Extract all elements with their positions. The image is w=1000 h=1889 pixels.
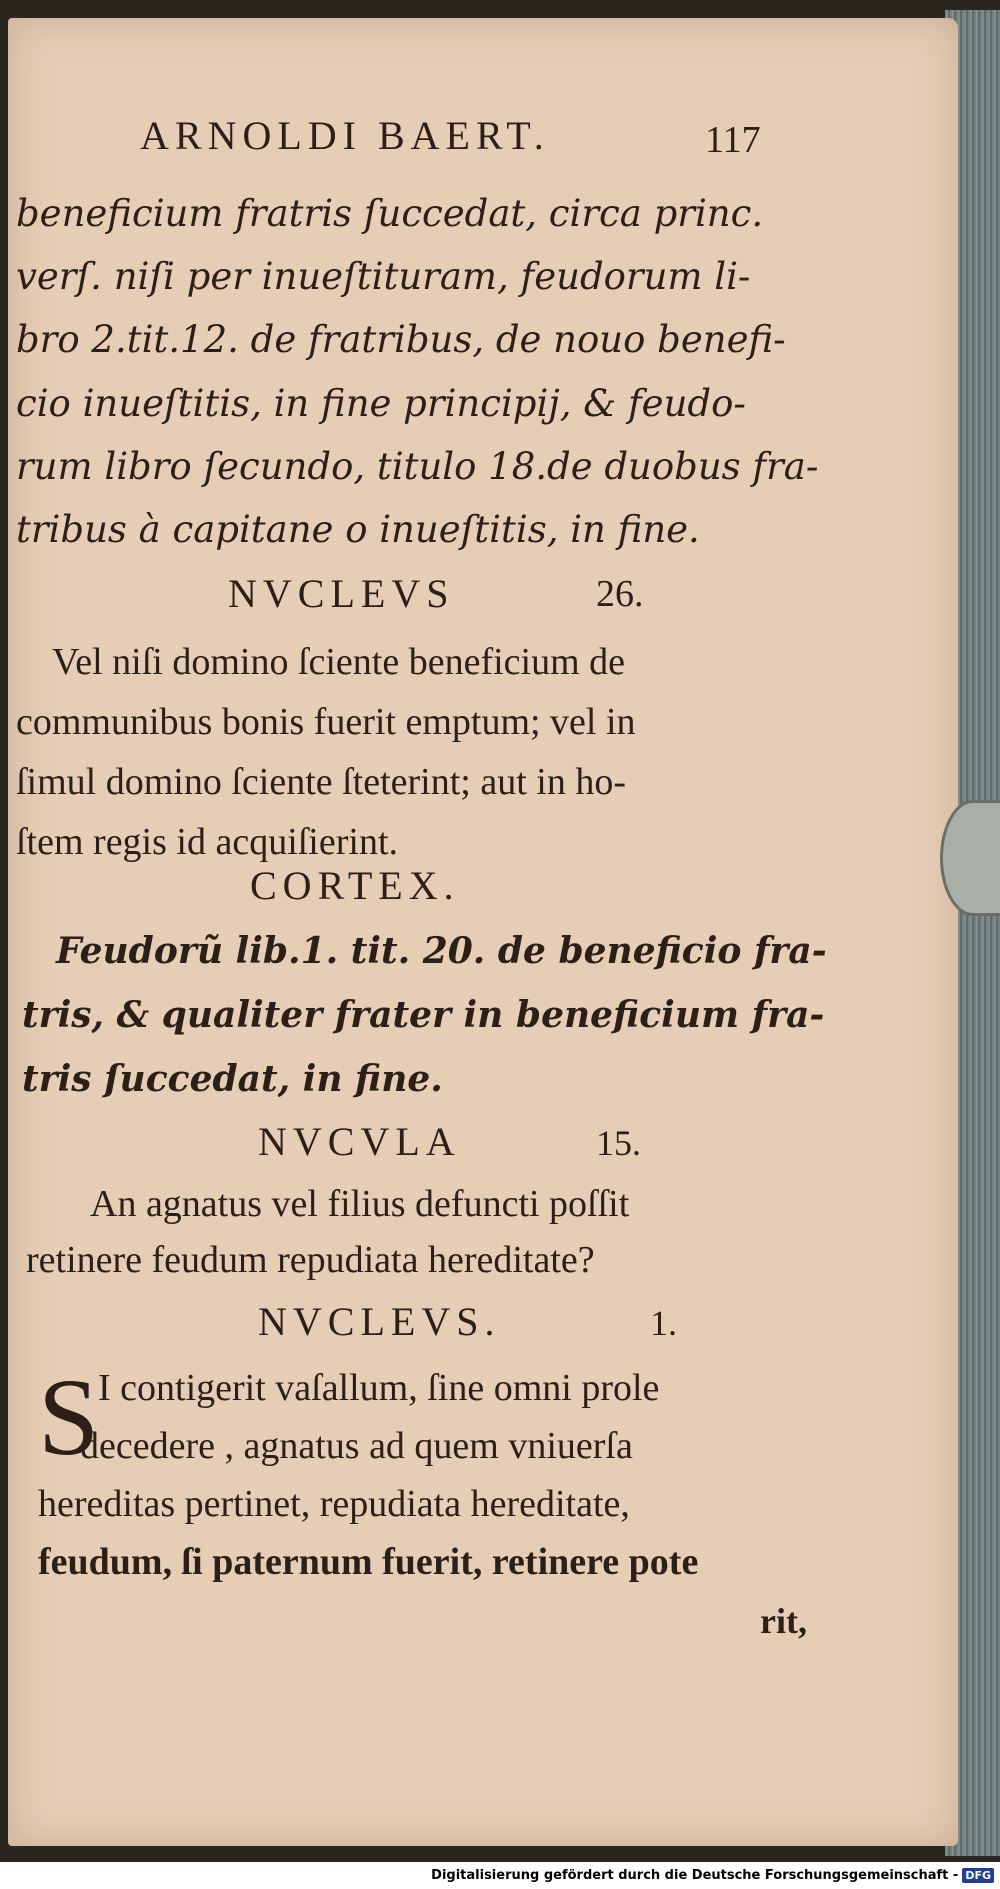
- text-line: verſ. niſi per inueſtituram, feudorum li-: [16, 255, 751, 298]
- text-line: ſimul domino ſciente ſteterint; aut in ho-: [16, 761, 626, 803]
- text-line: An agnatus vel filius defuncti poſſit: [90, 1183, 630, 1225]
- section-number: 1.: [650, 1303, 677, 1343]
- text-line: retinere feudum repudiata hereditate?: [26, 1239, 595, 1281]
- book-clasp: [940, 800, 1000, 916]
- catchword: rit,: [760, 1601, 807, 1641]
- section-heading: NVCLEVS.: [258, 1299, 501, 1344]
- section-number: 15.: [596, 1123, 641, 1163]
- text-line: ſtem regis id acquiſierint.: [16, 821, 399, 863]
- text-line: communibus bonis fuerit emptum; vel in: [16, 701, 636, 743]
- text-line: decedere , agnatus ad quem vniuerſa: [80, 1425, 633, 1467]
- text-line: cio inueſtitis, in fine principij, & feudo-: [16, 382, 746, 425]
- text-line: tribus à capitane o inueſtitis, in fine.: [16, 508, 700, 551]
- text-line: Vel niſi domino ſciente beneficium de: [52, 641, 626, 683]
- running-title: ARNOLDI BAERT.: [140, 113, 550, 158]
- dfg-logo-icon: DFG: [962, 1868, 994, 1883]
- section-heading: NVCLEVS: [228, 571, 455, 616]
- footer-text: Digitalisierung gefördert durch die Deutsche Forschungsgemeinschaft -: [431, 1868, 959, 1883]
- text-line: feudum, ſi paternum fuerit, retinere pote: [38, 1541, 699, 1583]
- text-line: rum libro ſecundo, titulo 18.de duobus fra-: [16, 445, 819, 488]
- page-number: 117: [705, 119, 761, 161]
- text-line: tris ſuccedat, in fine.: [22, 1058, 443, 1100]
- section-heading: NVCVLA: [258, 1119, 461, 1164]
- text-line: tris, & qualiter frater in beneficium fra-: [22, 994, 825, 1036]
- drop-capital: S: [38, 1356, 100, 1478]
- section-number: 26.: [596, 573, 644, 615]
- text-line: I contigerit vaſallum, ſine omni prole: [98, 1367, 660, 1409]
- section-heading: CORTEX.: [250, 863, 460, 908]
- text-line: hereditas pertinet, repudiata hereditate,: [38, 1483, 630, 1525]
- text-line: Feudorũ lib.1. tit. 20. de beneficio fra-: [56, 930, 827, 972]
- digitization-footer: [0, 1862, 1000, 1889]
- text-line: bro 2.tit.12. de fratribus, de nouo benefi-: [16, 318, 786, 361]
- text-line: beneficium fratris ſuccedat, circa princ.: [16, 192, 764, 235]
